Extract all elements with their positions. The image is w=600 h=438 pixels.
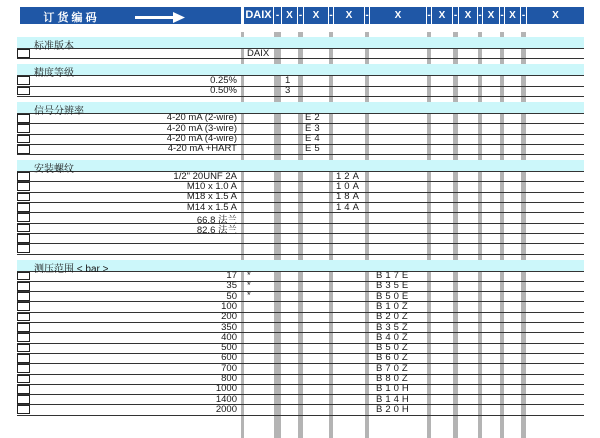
header-separator: - — [521, 7, 526, 24]
section-band — [17, 102, 584, 113]
column-divider — [500, 32, 504, 438]
option-checkbox[interactable] — [17, 313, 30, 322]
option-code: 1 — [285, 74, 294, 86]
option-note: * — [247, 269, 251, 281]
option-label: 350 — [221, 321, 237, 333]
option-code: B50E — [376, 290, 412, 302]
row-line — [17, 48, 584, 49]
option-code: B35E — [376, 280, 412, 292]
header-segment: X — [334, 7, 364, 24]
option-code: E3 — [305, 122, 323, 134]
column-divider — [521, 32, 526, 438]
column-divider — [241, 32, 244, 438]
section-band — [17, 160, 584, 171]
column-divider — [427, 32, 431, 438]
option-checkbox[interactable] — [17, 395, 30, 404]
option-code: E2 — [305, 112, 323, 124]
arrow-right-icon — [135, 10, 185, 21]
option-checkbox[interactable] — [17, 272, 30, 281]
row-line — [17, 243, 584, 244]
option-label: 0.50% — [210, 85, 237, 97]
option-checkbox[interactable] — [17, 182, 30, 191]
option-note: * — [247, 290, 251, 302]
option-checkbox[interactable] — [17, 375, 30, 384]
option-code: 3 — [285, 85, 294, 97]
option-checkbox[interactable] — [17, 405, 30, 414]
row-line — [17, 58, 584, 59]
header-separator: - — [500, 7, 504, 24]
option-code: B60Z — [376, 352, 411, 364]
option-code: B17E — [376, 270, 412, 281]
header-segment: X — [304, 7, 328, 24]
option-checkbox[interactable] — [17, 76, 30, 85]
header-segment: X — [527, 7, 584, 24]
option-checkbox[interactable] — [17, 145, 30, 154]
option-label: 17 — [226, 270, 237, 281]
column-divider — [478, 32, 482, 438]
option-code: E5 — [305, 143, 323, 155]
option-label: 1000 — [215, 383, 237, 395]
option-label: M18 x 1.5 A — [186, 191, 237, 203]
option-label: 400 — [221, 331, 237, 343]
section-title: 安装螺纹 — [34, 164, 74, 176]
option-checkbox[interactable] — [17, 49, 30, 58]
option-label: 2000 — [215, 403, 237, 415]
option-label: 4-20 mA (2-wire) — [166, 112, 237, 124]
option-code: 18A — [336, 191, 362, 203]
section-band — [17, 37, 584, 48]
option-checkbox[interactable] — [17, 213, 30, 222]
option-label: 600 — [221, 352, 237, 364]
header-separator: - — [365, 7, 369, 24]
option-label: 4-20 mA (4-wire) — [166, 133, 237, 144]
option-code: 14A — [336, 201, 362, 213]
option-code: B40Z — [376, 331, 411, 343]
option-label: 200 — [221, 311, 237, 323]
option-checkbox[interactable] — [17, 203, 30, 212]
option-code: 12A — [336, 170, 362, 182]
option-checkbox[interactable] — [17, 114, 30, 123]
column-divider — [453, 32, 458, 438]
option-label: 35 — [226, 280, 237, 292]
option-checkbox[interactable] — [17, 224, 30, 233]
header-segment: DAIX — [244, 7, 273, 24]
option-checkbox[interactable] — [17, 124, 30, 133]
option-label: 1/2" 20UNF 2A — [173, 170, 237, 182]
section-title: 测压范围 < bar > — [34, 263, 109, 275]
option-checkbox[interactable] — [17, 87, 30, 96]
option-label: 100 — [221, 300, 237, 312]
header-separator: - — [453, 7, 458, 24]
option-label: 50 — [226, 290, 237, 302]
option-checkbox[interactable] — [17, 323, 30, 332]
option-label: 66.8 法兰 — [196, 214, 237, 226]
column-divider — [329, 32, 333, 438]
header-title: 订 货 编 码 — [43, 12, 97, 24]
header-separator: - — [274, 7, 281, 24]
option-code: B35Z — [376, 321, 411, 333]
option-label: 4-20 mA +HART — [167, 143, 237, 155]
option-code: B20H — [376, 403, 412, 415]
header-segment: X — [505, 7, 520, 24]
option-checkbox[interactable] — [17, 364, 30, 373]
column-divider — [365, 32, 369, 438]
option-label: 0.25% — [210, 74, 237, 86]
option-code: DAIX — [247, 48, 270, 59]
option-note: * — [247, 279, 251, 291]
header-segment: X — [282, 7, 297, 24]
header-segment: X — [459, 7, 477, 24]
option-code: B80Z — [376, 373, 411, 384]
option-code: B10H — [376, 383, 412, 395]
section-title: 信号分辨率 — [34, 105, 84, 117]
option-label: M14 x 1.5 A — [186, 201, 237, 213]
column-divider — [274, 32, 281, 438]
option-code: B14H — [376, 393, 412, 405]
row-line — [17, 254, 584, 255]
option-code: B50Z — [376, 342, 411, 354]
option-code: E4 — [305, 133, 323, 144]
section-title: 精度等级 — [34, 68, 74, 80]
option-checkbox[interactable] — [17, 385, 30, 394]
header-separator: - — [427, 7, 431, 24]
option-code: B10Z — [376, 300, 411, 312]
option-code: B20Z — [376, 311, 411, 323]
option-code: 10A — [336, 180, 362, 192]
option-code: B70Z — [376, 362, 411, 374]
option-checkbox[interactable] — [17, 354, 30, 363]
option-checkbox[interactable] — [17, 244, 30, 253]
section-band — [17, 64, 584, 75]
option-checkbox[interactable] — [17, 135, 30, 144]
option-label: 500 — [221, 342, 237, 354]
option-label: 700 — [221, 362, 237, 374]
header-separator: - — [298, 7, 303, 24]
option-checkbox[interactable] — [17, 172, 30, 181]
column-divider — [298, 32, 303, 438]
option-checkbox[interactable] — [17, 292, 30, 301]
section-title: 标准版本 — [34, 41, 74, 52]
option-checkbox[interactable] — [17, 344, 30, 353]
option-label: 1400 — [215, 393, 237, 405]
header-segment: X — [370, 7, 426, 24]
header-separator: - — [329, 7, 333, 24]
option-label: 82.6 法兰 — [196, 225, 237, 237]
option-label: M10 x 1.0 A — [186, 180, 237, 192]
option-checkbox[interactable] — [17, 302, 30, 311]
option-label: 800 — [221, 373, 237, 384]
option-checkbox[interactable] — [17, 234, 30, 243]
option-label: 4-20 mA (3-wire) — [166, 122, 237, 134]
option-checkbox[interactable] — [17, 333, 30, 342]
option-checkbox[interactable] — [17, 193, 30, 202]
header-separator: - — [478, 7, 482, 24]
header-segment: X — [432, 7, 452, 24]
header-segment: X — [483, 7, 499, 24]
option-checkbox[interactable] — [17, 282, 30, 291]
